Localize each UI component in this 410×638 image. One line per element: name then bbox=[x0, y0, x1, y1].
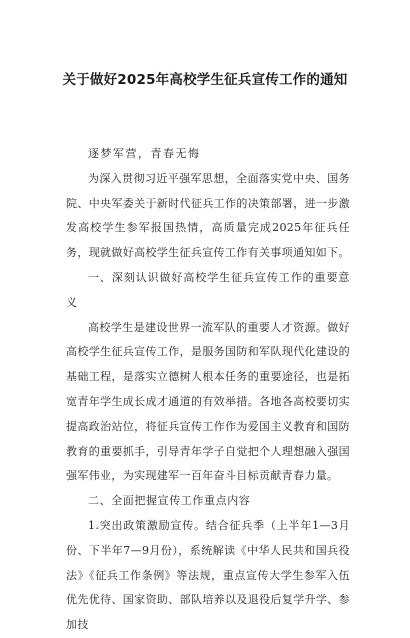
document-title: 关于做好2025年高校学生征兵宣传工作的通知 bbox=[62, 72, 348, 88]
section-1-paragraph: 高校学生是建设世界一流军队的重要人才资源。做好高校学生征兵宣传工作，是服务国防和军队现代化建设的基础工程，是落实立德树人根本任务的重要途径，也是拓宽青年学生成长成才通道的有效举措。各地各高校要切实提高政治站位，将征兵宣传工作作为爱国主义教育和国防教育的重要抓手，引导青年学子自觉把个人理想融入强国强军伟业，为实现建军一百年奋斗目标贡献青春力量。 bbox=[66, 320, 350, 483]
section-heading-1: 一、深刻认识做好高校学生征兵宣传工作的重要意义 bbox=[66, 270, 350, 309]
intro-paragraph: 为深入贯彻习近平强军思想，全面落实党中央、国务院、中央军委关于新时代征兵工作的决策部署，进一步激发高校学生参军报国热情，高质量完成2025年征兵任务，现就做好高校学生征兵宣传工作有关事项通知如下。 bbox=[66, 171, 350, 260]
section-2-item-1: 1.突出政策激励宣传。结合征兵季（上半年1—3月份、下半年7—9月份），系统解读《中华人民共和国兵役法》《征兵工作条例》等法规，重点宣传大学生参军入伍优先优待、国家资助、部队培养以及退役后复学升学、参加技 bbox=[66, 518, 350, 632]
document-body bbox=[66, 142, 350, 638]
section-heading-2: 二、全面把握宣传工作重点内容 bbox=[88, 494, 251, 508]
slogan-line: 逐梦军营，青春无悔 bbox=[88, 147, 201, 160]
